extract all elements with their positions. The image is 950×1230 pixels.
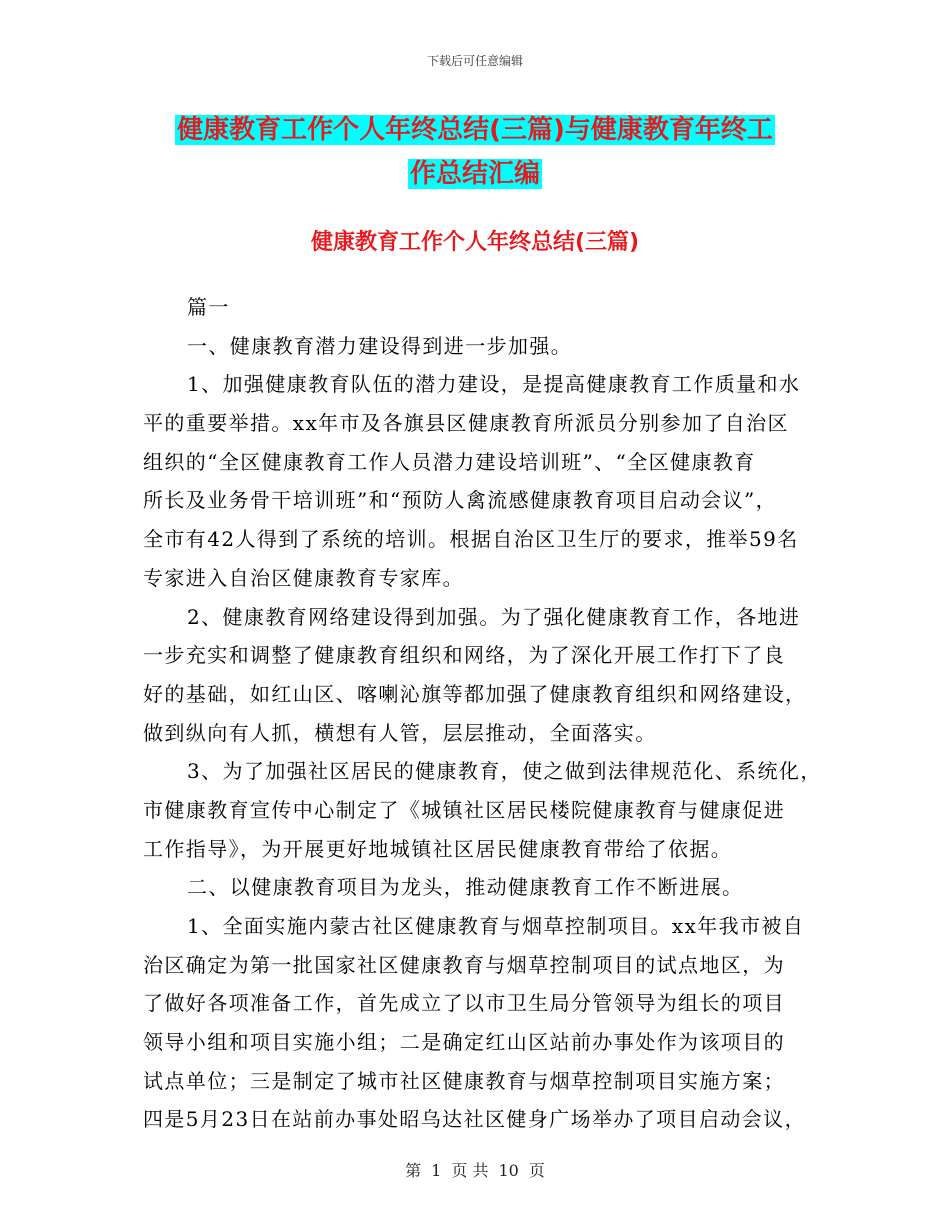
- paragraph-line: 四是5月23日在站前办事处昭乌达社区健身广场举办了项目启动会议，: [143, 1107, 806, 1132]
- paragraph-line: 了做好各项准备工作，首先成立了以市卫生局分管领导为组长的项目: [143, 991, 785, 1016]
- paragraph-line: 领导小组和项目实施小组；二是确定红山区站前办事处作为该项目的: [143, 1030, 785, 1055]
- page-label-mid: 页 共: [451, 1161, 489, 1180]
- title-highlight: 作总结汇编: [409, 159, 540, 189]
- page-label-prefix: 第: [405, 1161, 422, 1180]
- title-highlight: 健康教育工作个人年终总结(三篇)与健康教育年终工: [177, 115, 773, 145]
- document-title-line-1: [0, 114, 950, 146]
- paragraph-line: 2、健康教育网络建设得到加强。为了强化健康教育工作，各地进: [187, 604, 801, 629]
- page-label-suffix: 页: [528, 1161, 545, 1180]
- paragraph-line: 专家进入自治区健康教育专家库。: [143, 565, 464, 590]
- paragraph-line: 所长及业务骨干培训班”和“预防人禽流感健康教育项目启动会议”，: [143, 488, 778, 513]
- paragraph-line: 1、全面实施内蒙古社区健康教育与烟草控制项目。xx年我市被自: [187, 914, 805, 938]
- paragraph-line: 好的基础，如红山区、喀喇沁旗等都加强了健康教育组织和网络建设，: [143, 681, 807, 706]
- paragraph-line: 全市有42人得到了系统的培训。根据自治区卫生厅的要求，推举59名: [143, 527, 799, 552]
- page-footer: [0, 1158, 950, 1181]
- paragraph-line: 治区确定为第一批国家社区健康教育与烟草控制项目的试点地区，为: [143, 952, 785, 977]
- paragraph-line: 工作指导》，为开展更好地城镇社区居民健康教育带给了依据。: [143, 836, 733, 861]
- paragraph-line: 一步充实和调整了健康教育组织和网络，为了深化开展工作打下了良: [143, 643, 785, 668]
- paragraph-line: 篇一: [187, 295, 230, 319]
- paragraph-line: 3、为了加强社区居民的健康教育，使之做到法律规范化、系统化，: [187, 759, 822, 784]
- page-number: 1: [431, 1161, 442, 1180]
- paragraph-line: 做到纵向有人抓，横想有人管，层层推动，全面落实。: [143, 720, 657, 745]
- paragraph-line: 二、以健康教育项目为龙头，推动健康教育工作不断进展。: [187, 875, 744, 900]
- document-body: [143, 288, 823, 1139]
- total-pages: 10: [498, 1161, 519, 1180]
- paragraph-line: 平的重要举措。xx年市及各旗县区健康教育所派员分别参加了自治区: [143, 411, 789, 436]
- paragraph-line: 组织的“全区健康教育工作人员潜力建设培训班”、“全区健康教育: [143, 449, 756, 474]
- paragraph-line: 一、健康教育潜力建设得到进一步加强。: [187, 333, 573, 358]
- paragraph-line: 试点单位；三是制定了城市社区健康教育与烟草控制项目实施方案；: [143, 1068, 785, 1093]
- section-title: 健康教育工作个人年终总结(三篇): [310, 230, 640, 255]
- paragraph-line: 1、加强健康教育队伍的潜力建设，是提高健康教育工作质量和水: [187, 372, 801, 397]
- paragraph-line: 市健康教育宣传中心制定了《城镇社区居民楼院健康教育与健康促进: [143, 797, 785, 822]
- header-note: 下载后可任意编辑: [426, 54, 523, 68]
- document-title-line-2: [0, 158, 950, 190]
